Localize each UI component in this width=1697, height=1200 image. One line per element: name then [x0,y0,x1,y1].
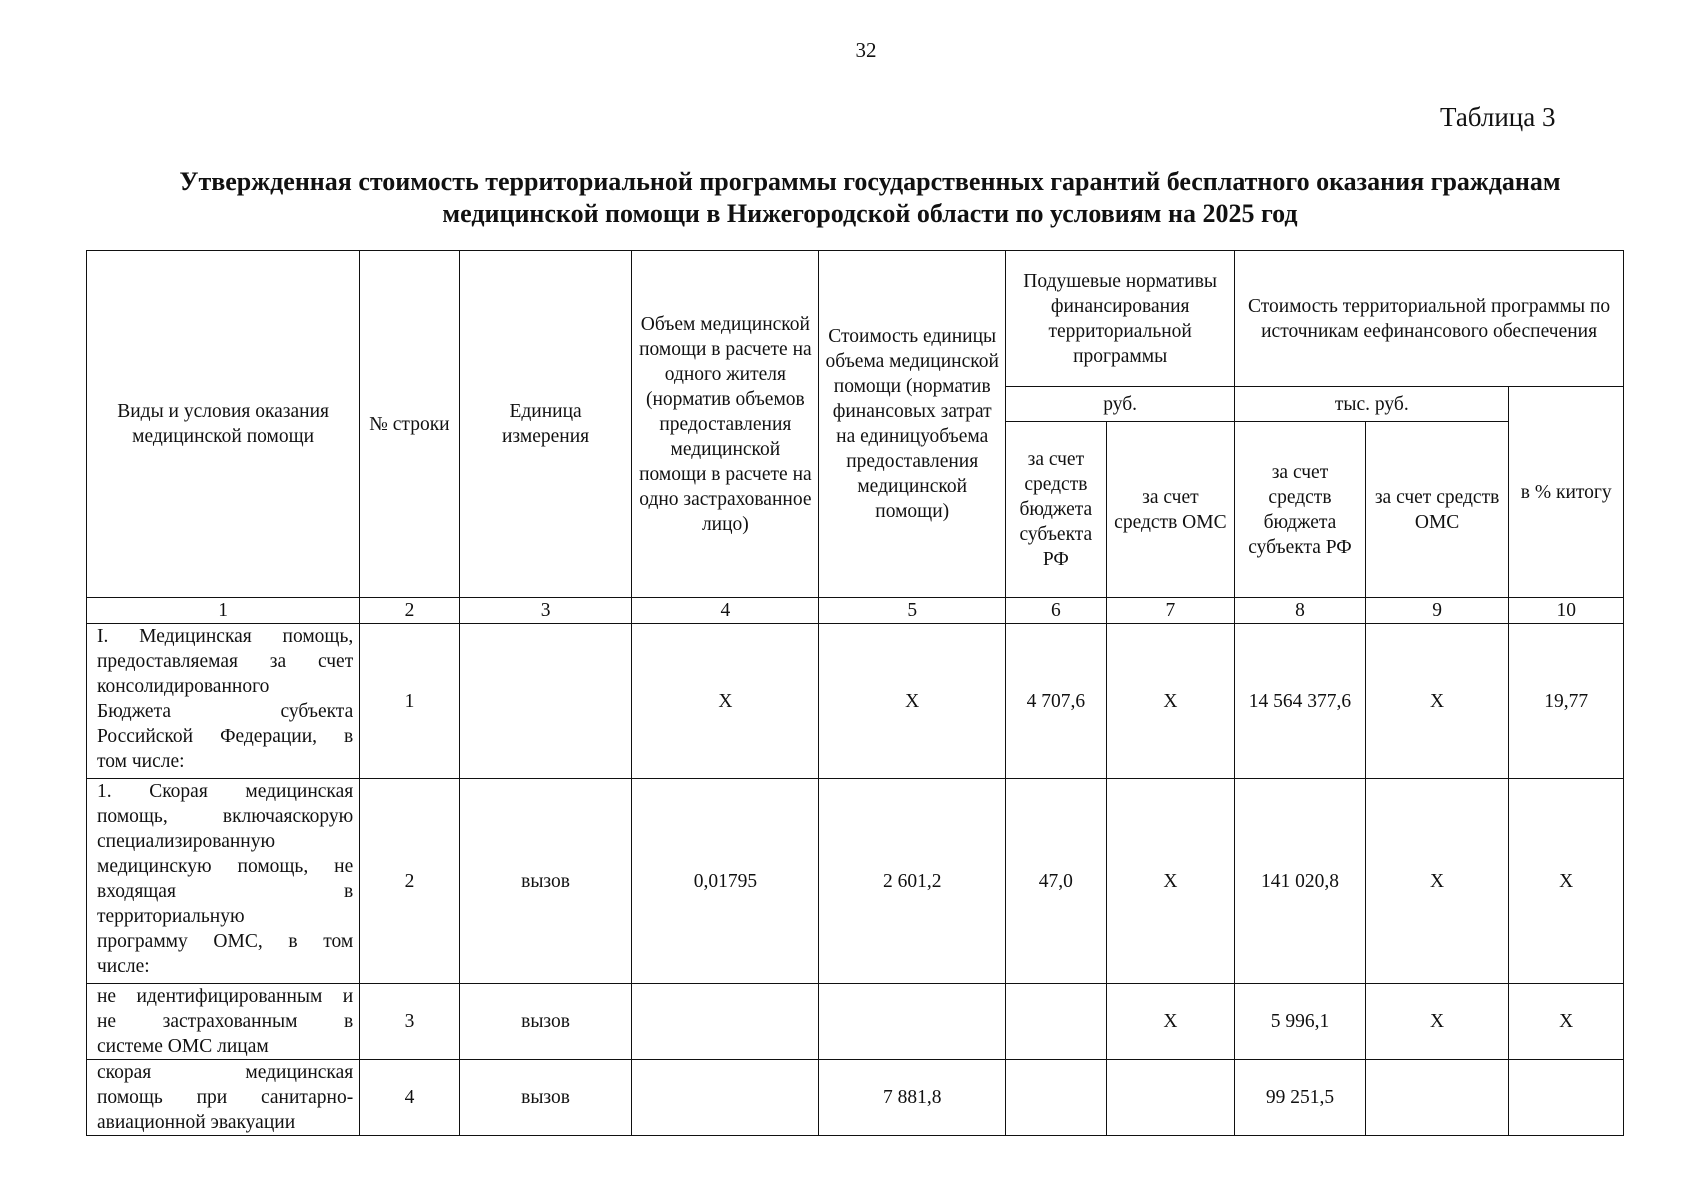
care-type-line: специализированную [97,831,276,852]
volume [632,984,819,1060]
row-number: 2 [360,779,459,984]
care-type-line: числе: [97,956,150,977]
care-type-line: авиационной эвакуации [97,1112,296,1133]
header-volume: Объем медицинской помощи в расчете на одного жителя (норматив объемов предоставления медицинской помощи в расчете на одно застрахованное лицо) [632,251,819,598]
header-unit-thous-rub: тыс. руб. [1235,387,1509,422]
care-type-line: программу ОМС, в том [97,931,354,952]
percent-of-total: X [1509,779,1624,984]
budget-cost: 5 996,1 [1235,984,1366,1060]
care-type-line: 1. Скорая медицинская [97,781,354,802]
header-cost-group: Стоимость территориальной программы по источникам еефинансового обеспечения [1235,251,1624,387]
row-number: 1 [360,624,459,779]
row-number: 3 [360,984,459,1060]
budget-per-capita: 4 707,6 [1006,624,1106,779]
budget-cost: 14 564 377,6 [1235,624,1366,779]
oms-per-capita [1106,1060,1235,1136]
volume: X [632,624,819,779]
percent-of-total: 19,77 [1509,624,1624,779]
oms-cost [1365,1060,1509,1136]
header-unit-cost: Стоимость единицы объема медицинской помощи (норматив финансовых затрат на единицуобъема предоставления медицинской помощи) [819,251,1006,598]
percent-of-total [1509,1060,1624,1136]
column-number: 9 [1365,598,1509,624]
unit: вызов [459,1060,632,1136]
column-number: 6 [1006,598,1106,624]
header-per-capita-group: Подушевые нормативы финансирования территориальной программы [1006,251,1235,387]
unit-cost: X [819,624,1006,779]
care-type-line: территориальную [97,906,245,927]
header-types-of-care: Виды и условия оказания медицинской помощи [87,251,360,598]
row-number: 4 [360,1060,459,1136]
column-number: 8 [1235,598,1366,624]
care-type-line: предоставляемая за счет [97,651,354,672]
care-type-name [87,1060,360,1136]
title-line-2: медицинской помощи в Нижегородской области по условиям на 2025 год [442,199,1298,228]
oms-cost: X [1365,624,1509,779]
header-budget-thous: за счет средств бюджета субъекта РФ [1235,422,1366,598]
unit: вызов [459,779,632,984]
care-type-line: том числе: [97,751,185,772]
volume: 0,01795 [632,779,819,984]
header-oms-rub: за счет средств ОМС [1106,422,1235,598]
table-row [87,624,1624,779]
budget-per-capita [1006,984,1106,1060]
cost-table [86,250,1624,1136]
header-unit-rub: руб. [1006,387,1235,422]
table-row [87,984,1624,1060]
oms-per-capita: X [1106,779,1235,984]
oms-per-capita: X [1106,984,1235,1060]
header-unit: Единица измерения [459,251,632,598]
budget-cost: 141 020,8 [1235,779,1366,984]
header-percent-of-total: в % китогу [1509,387,1624,598]
budget-per-capita: 47,0 [1006,779,1106,984]
page-number: 32 [855,38,877,62]
column-number: 3 [459,598,632,624]
column-number: 5 [819,598,1006,624]
table-row [87,1060,1624,1136]
oms-cost: X [1365,779,1509,984]
percent-of-total: X [1509,984,1624,1060]
care-type-line: не застрахованным в [97,1011,354,1032]
care-type-line: помощь при санитарно- [97,1087,354,1108]
header-budget-rub: за счет средств бюджета субъекта РФ [1006,422,1106,598]
unit-cost: 2 601,2 [819,779,1006,984]
care-type-name [87,624,360,779]
care-type-line: медицинскую помощь, не [97,856,354,877]
care-type-line: Российской Федерации, в [97,726,354,747]
title-line-1: Утвержденная стоимость территориальной программы государственных гарантий бесплатного оказания гражданам [179,167,1561,196]
care-type-line: помощь, включаяскорую [97,806,354,827]
unit-cost [819,984,1006,1060]
care-type-line: Бюджета субъекта [97,701,354,722]
budget-cost: 99 251,5 [1235,1060,1366,1136]
column-numbers-row [87,598,1624,624]
oms-cost: X [1365,984,1509,1060]
column-number: 10 [1509,598,1624,624]
oms-per-capita: X [1106,624,1235,779]
column-number: 7 [1106,598,1235,624]
care-type-name [87,779,360,984]
care-type-line: I. Медицинская помощь, [97,626,354,647]
header-row-number: № строки [360,251,459,598]
care-type-name [87,984,360,1060]
table-row [87,779,1624,984]
care-type-line: системе ОМС лицам [97,1036,269,1057]
unit-cost: 7 881,8 [819,1060,1006,1136]
column-number: 2 [360,598,459,624]
budget-per-capita [1006,1060,1106,1136]
care-type-line: консолидированного [97,676,270,697]
care-type-line: скорая медицинская [97,1062,354,1083]
unit: вызов [459,984,632,1060]
column-number: 4 [632,598,819,624]
care-type-line: входящая в [97,881,354,902]
volume [632,1060,819,1136]
unit [459,624,632,779]
header-oms-thous: за счет средств ОМС [1365,422,1509,598]
document-title [100,166,1640,230]
table-label: Таблица 3 [1440,102,1556,132]
column-number: 1 [87,598,360,624]
care-type-line: не идентифицированным и [97,986,354,1007]
